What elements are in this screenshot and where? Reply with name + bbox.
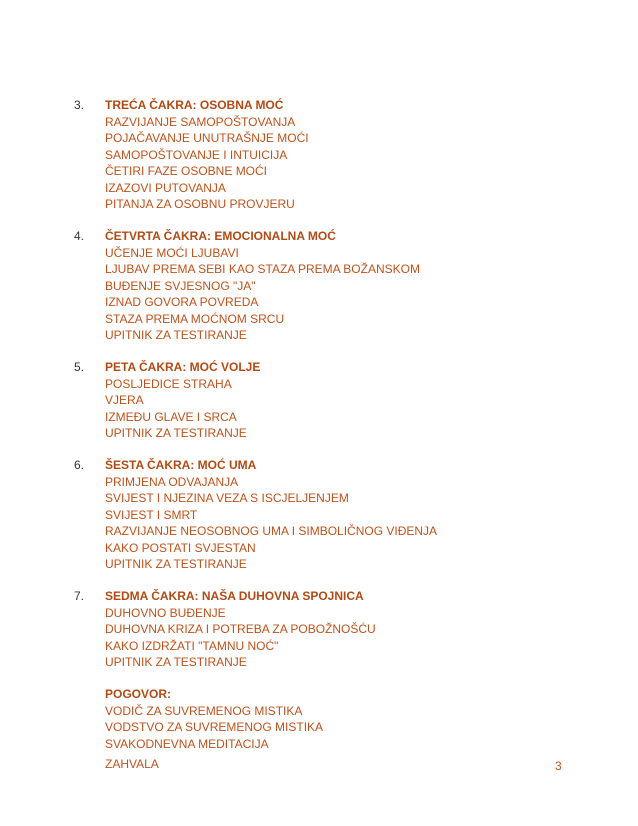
toc-entry[interactable]: IZAZOVI PUTOVANJA — [105, 180, 226, 195]
toc-entry[interactable]: STAZA PREMA MOĆNOM SRCU — [105, 311, 285, 326]
toc-entry[interactable]: SAMOPOŠTOVANJE I INTUICIJA — [105, 147, 288, 162]
toc-entry[interactable]: VODSTVO ZA SUVREMENOG MISTIKA — [105, 720, 324, 734]
toc-entry[interactable]: ČETIRI FAZE OSOBNE MOĆI — [105, 164, 268, 178]
toc-section-3 — [0, 97, 638, 213]
toc-entry[interactable]: IZMEĐU GLAVE I SRCA — [105, 409, 237, 424]
toc-entry[interactable]: BUĐENJE SVJESNOG "JA" — [105, 278, 256, 293]
toc-section-4 — [0, 228, 638, 344]
toc-entry[interactable]: SVAKODNEVNA MEDITACIJA — [105, 736, 269, 751]
chapter-heading[interactable]: SEDMA ČAKRA: NAŠA DUHOVNA SPOJNICA — [105, 589, 364, 603]
toc-entry[interactable]: POJAČAVANJE UNUTRAŠNJE MOĆI — [105, 131, 309, 145]
section-number: 7. — [74, 589, 85, 603]
section-number: 6. — [74, 458, 85, 472]
toc-entry[interactable]: UPITNIK ZA TESTIRANJE — [105, 655, 247, 669]
page-number: 3 — [555, 759, 562, 773]
chapter-heading[interactable]: ŠESTA ČAKRA: MOĆ UMA — [105, 458, 257, 472]
toc-entry[interactable]: UPITNIK ZA TESTIRANJE — [105, 328, 247, 342]
toc-section-afterword — [0, 686, 638, 773]
toc-entry[interactable]: RAZVIJANJE NEOSOBNOG UMA I SIMBOLIČNOG VIĐENJA — [105, 524, 438, 538]
toc-entry[interactable]: UPITNIK ZA TESTIRANJE — [105, 557, 247, 571]
toc-entry[interactable]: PRIMJENA ODVAJANJA — [105, 474, 239, 489]
table-of-contents — [0, 97, 638, 788]
toc-entry[interactable]: SVIJEST I NJEZINA VEZA S ISCJELJENJEM — [105, 491, 349, 505]
toc-entry[interactable]: LJUBAV PREMA SEBI KAO STAZA PREMA BOŽANSKOM — [105, 262, 420, 276]
section-number: 3. — [74, 98, 85, 112]
toc-entry[interactable]: UČENJE MOĆI LJUBAVI — [105, 245, 239, 260]
toc-entry[interactable]: DUHOVNA KRIZA I POTREBA ZA POBOŽNOŠĆU — [105, 622, 376, 636]
toc-entry[interactable]: UPITNIK ZA TESTIRANJE — [105, 426, 247, 440]
toc-entry[interactable]: DUHOVNO BUĐENJE — [105, 605, 226, 620]
toc-section-6 — [0, 457, 638, 573]
toc-entry[interactable]: VJERA — [105, 393, 144, 407]
chapter-heading[interactable]: TREĆA ČAKRA: OSOBNA MOĆ — [105, 98, 284, 112]
toc-entry[interactable]: KAKO POSTATI SVJESTAN — [105, 540, 256, 555]
toc-entry[interactable]: IZNAD GOVORA POVREDA — [105, 295, 259, 309]
section-number: 5. — [74, 360, 85, 374]
toc-entry[interactable]: RAZVIJANJE SAMOPOŠTOVANJA — [105, 114, 296, 129]
acknowledgements-entry[interactable]: ZAHVALA — [105, 757, 159, 771]
toc-entry[interactable]: KAKO IZDRŽATI "TAMNU NOĆ" — [105, 638, 279, 653]
toc-section-5 — [0, 359, 638, 442]
toc-entry[interactable]: PITANJA ZA OSOBNU PROVJERU — [105, 197, 295, 211]
chapter-heading[interactable]: PETA ČAKRA: MOĆ VOLJE — [105, 360, 261, 374]
toc-section-7 — [0, 588, 638, 671]
chapter-heading[interactable]: POGOVOR: — [105, 687, 172, 701]
toc-entry[interactable]: SVIJEST I SMRT — [105, 507, 198, 522]
toc-entry[interactable]: POSLJEDICE STRAHA — [105, 376, 232, 391]
section-number: 4. — [74, 229, 85, 243]
chapter-heading[interactable]: ČETVRTA ČAKRA: EMOCIONALNA MOĆ — [105, 229, 336, 243]
toc-entry[interactable]: VODIČ ZA SUVREMENOG MISTIKA — [105, 703, 303, 718]
